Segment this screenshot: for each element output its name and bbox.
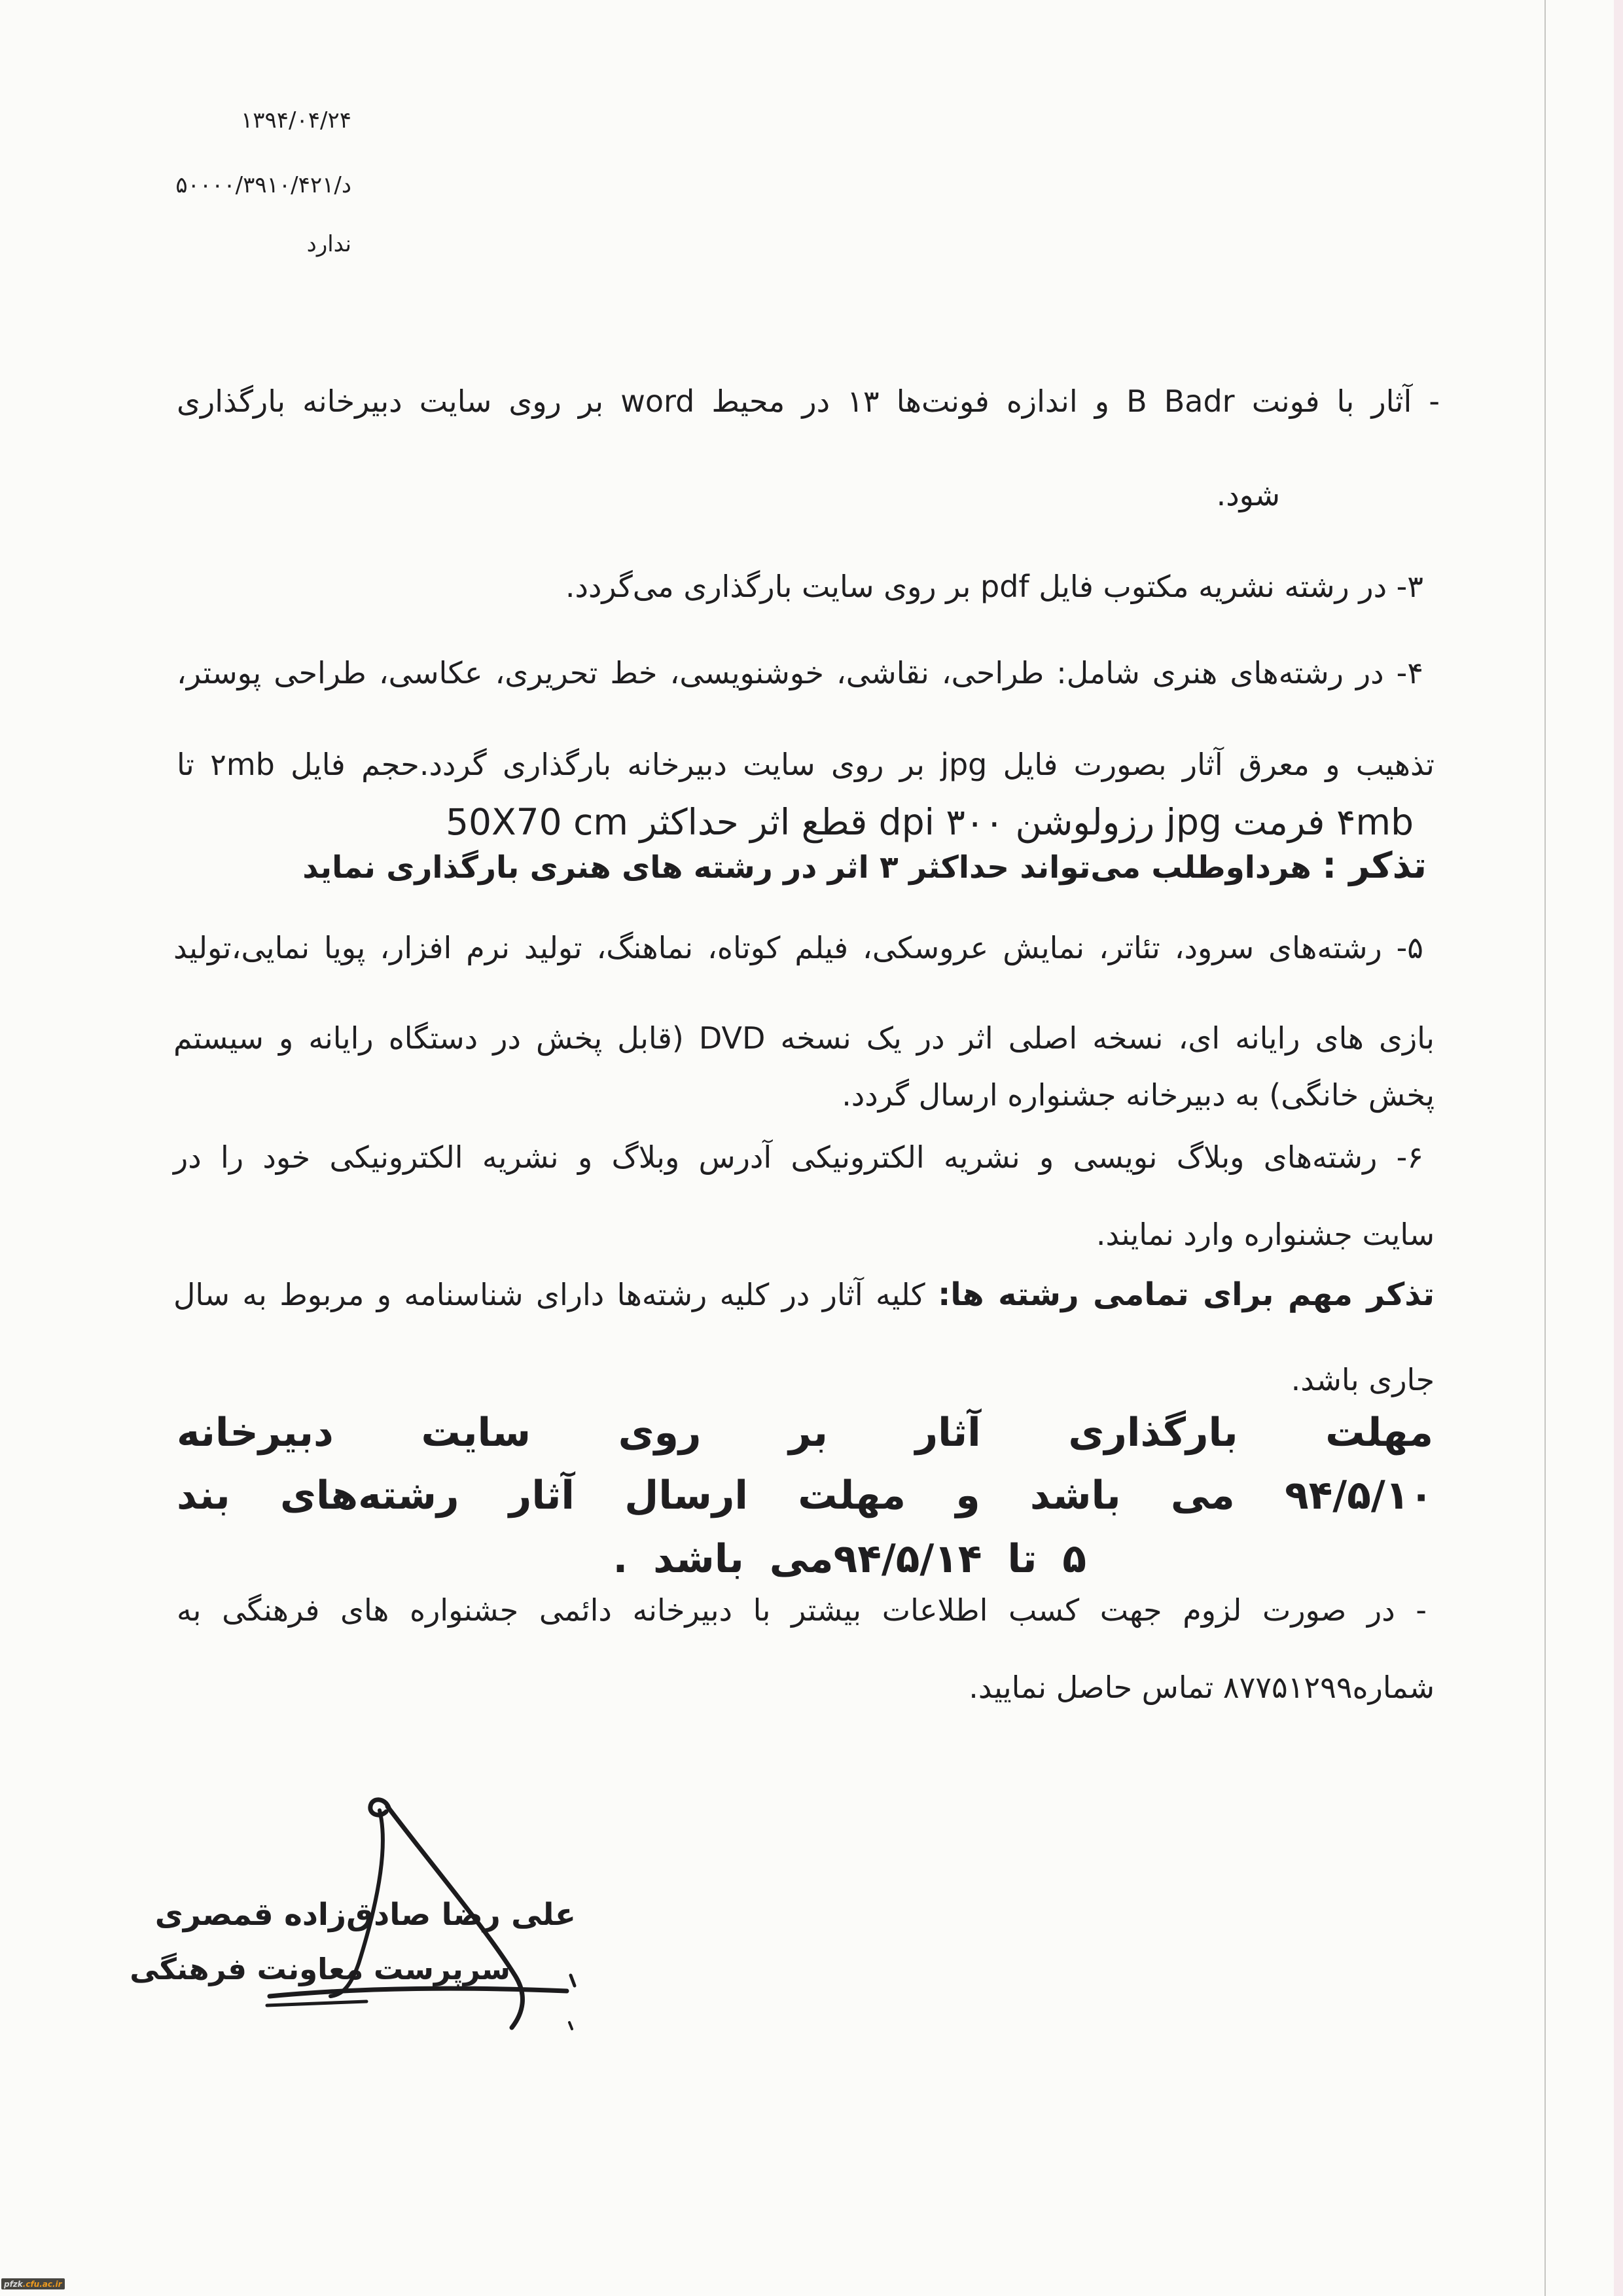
body-dash-line2: شماره۸۷۷۵۱۲۹۹ تماس حاصل نمایید. <box>969 1670 1435 1705</box>
watermark-prefix: pfzk <box>4 2279 23 2289</box>
body-item5-line2: بازی های رایانه ای، نسخه اصلی اثر در یک نسخه DVD (قابل پخش در دستگاه رایانه و سیستم <box>173 1020 1435 1056</box>
body-para1-line2: شود. <box>1216 477 1280 512</box>
scan-line-artifact <box>1544 0 1546 2296</box>
signatory-title: سرپرست معاونت فرهنگی <box>130 1952 510 1986</box>
note1-lead: تذکر : <box>1322 844 1427 886</box>
letter-attachment: ندارد <box>306 231 351 257</box>
deadline-line1: مهلت بارگذاری آثار بر روی سایت دبیرخانه <box>177 1410 1433 1456</box>
body-note2-line1 <box>173 1275 1435 1314</box>
watermark-suffix: .cfu.ac.ir <box>22 2279 62 2289</box>
body-dash-line1: - در صورت لزوم جهت کسب اطلاعات بیشتر با دبیرخانه دائمی جشنواره های فرهنگی به <box>177 1592 1427 1628</box>
letter-date: ۱۳۹۴/۰۴/۲۴ <box>240 107 351 134</box>
body-item4-line2: تذهیب و معرق آثار بصورت فایل jpg بر روی سایت دبیرخانه بارگذاری گردد.حجم فایل ۲mb تا <box>177 747 1435 782</box>
body-item4-line3: ۴mb فرمت jpg رزولوشن dpi ۳۰۰ قطع اثر حداکثر 50X70 cm <box>446 801 1414 843</box>
note2-lead: تذکر مهم برای تمامی رشته ها: <box>938 1276 1435 1313</box>
body-item3: ۳- در رشته نشریه مکتوب فایل pdf بر روی سایت بارگذاری می‌گردد. <box>565 569 1423 604</box>
body-para1-line1: - آثار با فونت B Badr و اندازه فونت‌ها ۱۳ در محیط word بر روی سایت دبیرخانه بارگذاری <box>177 384 1440 419</box>
body-item4-line1: ۴- در رشته‌های هنری شامل: طراحی، نقاشی، خوشنویسی، خط تحریری، عکاسی، طراحی پوستر، <box>177 655 1423 691</box>
note1-text: هرداوطلب می‌تواند حداکثر ۳ اثر در رشته های هنری بارگذاری نماید <box>302 850 1323 886</box>
body-note1 <box>302 843 1427 888</box>
body-item5-line3: پخش خانگی) به دبیرخانه جشنواره ارسال گردد. <box>842 1077 1435 1113</box>
scan-edge-band <box>1614 0 1623 2296</box>
deadline-line3: ۵ تا ۹۴/۵/۱۴می باشد . <box>613 1536 1086 1582</box>
body-item5-line1: ۵- رشته‌های سرود، تئاتر، نمایش عروسکی، فیلم کوتاه، نماهنگ، تولید نرم افزار، پویا نمایی،تولید <box>173 930 1423 965</box>
body-note2-line2: جاری باشد. <box>1291 1362 1435 1397</box>
body-item6-line2: سایت جشنواره وارد نمایند. <box>1096 1217 1435 1252</box>
signatory-name: علی رضا صادق‌زاده قمصری <box>154 1897 576 1933</box>
deadline-line2: ۹۴/۵/۱۰ می باشد و مهلت ارسال آثار رشته‌های بند <box>177 1473 1433 1518</box>
note2-text: کلیه آثار در کلیه رشته‌ها دارای شناسنامه و مربوط به سال <box>173 1277 938 1312</box>
body-item6-line1: ۶- رشته‌های وبلاگ نویسی و نشریه الکترونیکی آدرس وبلاگ و نشریه الکترونیکی خود را در <box>173 1139 1423 1175</box>
site-watermark <box>1 2278 65 2289</box>
letter-ref-number: د/۵۰۰۰۰/۳۹۱۰/۴۲۱ <box>175 172 351 198</box>
